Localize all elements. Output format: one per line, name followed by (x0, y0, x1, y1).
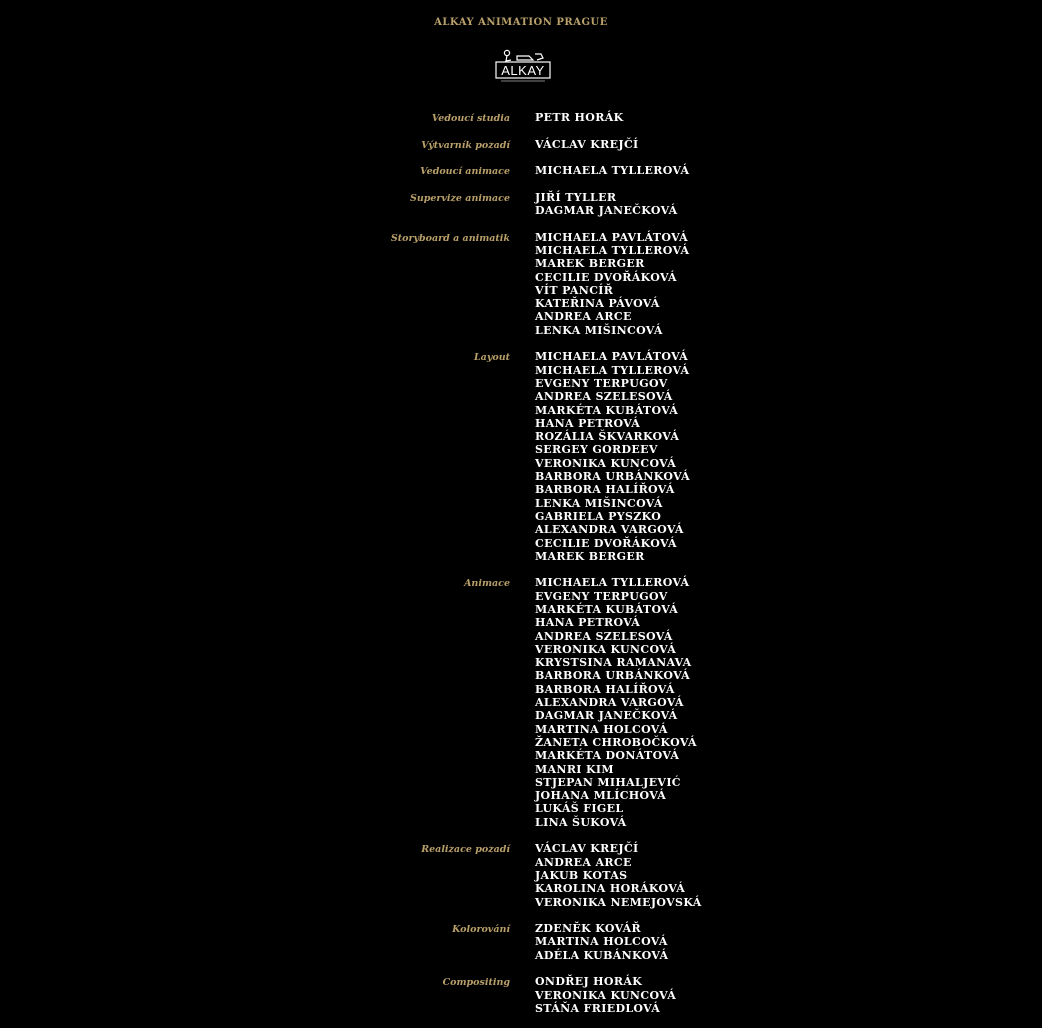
credit-section (0, 191, 1042, 218)
credit-name: LINA ŠUKOVÁ (535, 815, 627, 829)
credit-names (535, 842, 1042, 908)
credits-list (0, 111, 1042, 1028)
credit-name: VERONIKA NEMEJOVSKÁ (535, 895, 702, 909)
credit-role: Výtvarník pozadí (421, 139, 510, 151)
credit-role: Compositing (442, 977, 510, 989)
credit-name: EVGENY TERPUGOV (535, 376, 668, 390)
credit-name: CECILIE DVOŘÁKOVÁ (535, 270, 677, 284)
credit-section (0, 975, 1042, 1015)
credit-name: HANA PETROVÁ (535, 616, 641, 630)
credit-name: BARBORA HALÍŘOVÁ (535, 682, 675, 696)
credit-name: ROZÁLIA ŠKVARKOVÁ (535, 430, 680, 444)
credit-role: Storyboard a animatik (390, 232, 510, 244)
credit-role: Kolorování (452, 924, 510, 936)
credit-role: Layout (474, 352, 510, 364)
credit-section (0, 138, 1042, 151)
credit-names (535, 111, 1042, 124)
alkay-logo (495, 48, 551, 84)
credit-names (535, 350, 1042, 563)
credit-section (0, 922, 1042, 962)
credit-name: ALEXANDRA VARGOVÁ (535, 696, 684, 710)
credit-name: KRYSTSINA RAMANAVA (535, 656, 692, 670)
credit-name: JAKUB KOTAS (535, 868, 628, 882)
credit-name: KATEŘINA PÁVOVÁ (535, 297, 660, 311)
credit-role: Animace (464, 578, 510, 590)
credit-name: VERONIKA KUNCOVÁ (535, 456, 677, 470)
credit-name: BARBORA URBÁNKOVÁ (535, 470, 691, 484)
credit-name: BARBORA HALÍŘOVÁ (535, 483, 675, 497)
svg-text:ALKAY: ALKAY (501, 63, 545, 78)
credit-name: MANRI KIM (535, 762, 614, 776)
credit-role: Vedoucí animace (420, 166, 510, 178)
credit-name: ANDREA SZELESOVÁ (535, 390, 673, 404)
credit-name: MICHAELA TYLLEROVÁ (535, 363, 690, 377)
credit-name: ONDŘEJ HORÁK (535, 975, 643, 989)
credit-name: MICHAELA PAVLÁTOVÁ (535, 230, 688, 244)
credit-name: MICHAELA TYLLEROVÁ (535, 576, 690, 590)
credit-name: MICHAELA PAVLÁTOVÁ (535, 350, 688, 364)
credit-name: LUKÁŠ FIGEL (535, 802, 624, 816)
credit-name: VÁCLAV KREJČÍ (535, 137, 639, 151)
credit-names (535, 231, 1042, 337)
credit-name: EVGENY TERPUGOV (535, 589, 668, 603)
credit-name: ANDREA ARCE (535, 310, 632, 324)
credit-name: STJEPAN MIHALJEVIĆ (535, 775, 681, 789)
credit-name: MARKÉTA DONÁTOVÁ (535, 749, 680, 763)
credit-names (535, 576, 1042, 829)
credit-name: JOHANA MLÍCHOVÁ (535, 789, 667, 803)
credit-name: JIŘÍ TYLLER (535, 190, 617, 204)
studio-title: ALKAY ANIMATION PRAGUE (434, 17, 608, 28)
credit-name: VERONIKA KUNCOVÁ (535, 988, 677, 1002)
credit-name: MAREK BERGER (535, 549, 645, 563)
credit-section (0, 231, 1042, 337)
credit-name: BARBORA URBÁNKOVÁ (535, 669, 691, 683)
credit-name: MARKÉTA KUBÁTOVÁ (535, 602, 679, 616)
credit-name: DAGMAR JANEČKOVÁ (535, 204, 678, 218)
credit-name: ANDREA ARCE (535, 855, 632, 869)
credit-name: VÍT PANCÍŘ (535, 283, 614, 297)
credit-name: LENKA MIŠINCOVÁ (535, 323, 663, 337)
credit-name: STÁŇA FRIEDLOVÁ (535, 1001, 661, 1015)
credit-name: MICHAELA TYLLEROVÁ (535, 164, 690, 178)
credit-names (535, 191, 1042, 218)
credit-section (0, 111, 1042, 124)
credit-name: ŽANETA CHROBOČKOVÁ (535, 735, 697, 749)
credit-name: SERGEY GORDEEV (535, 443, 658, 457)
credit-name: DAGMAR JANEČKOVÁ (535, 709, 678, 723)
credit-name: ADÉLA KUBÁNKOVÁ (535, 948, 669, 962)
credit-name: MARKÉTA KUBÁTOVÁ (535, 403, 679, 417)
credit-names (535, 922, 1042, 962)
credit-name: ZDENĚK KOVÁŘ (535, 922, 641, 936)
credit-name: PETR HORÁK (535, 111, 624, 124)
credit-name: ALEXANDRA VARGOVÁ (535, 523, 684, 537)
credit-name: MAREK BERGER (535, 257, 645, 271)
credit-name: VÁCLAV KREJČÍ (535, 842, 639, 856)
credit-name: LENKA MIŠINCOVÁ (535, 496, 663, 510)
credit-section (0, 164, 1042, 177)
credit-names (535, 138, 1042, 151)
credit-section (0, 576, 1042, 829)
credit-role: Vedoucí studia (431, 113, 510, 124)
credit-name: ANDREA SZELESOVÁ (535, 629, 673, 643)
credit-name: VERONIKA KUNCOVÁ (535, 642, 677, 656)
credit-name: MARTINA HOLCOVÁ (535, 935, 668, 949)
credit-name: GABRIELA PYSZKO (535, 509, 662, 523)
credit-section (0, 842, 1042, 908)
credit-name: CECILIE DVOŘÁKOVÁ (535, 536, 677, 550)
credit-name: MARTINA HOLCOVÁ (535, 722, 668, 736)
credit-role: Supervize animace (409, 192, 510, 204)
credit-role: Realizace pozadí (421, 844, 510, 856)
credit-name: KAROLINA HORÁKOVÁ (535, 882, 686, 896)
credit-name: HANA PETROVÁ (535, 416, 641, 430)
credit-section (0, 350, 1042, 563)
credit-names (535, 164, 1042, 177)
credit-names (535, 975, 1042, 1015)
credit-name: MICHAELA TYLLEROVÁ (535, 243, 690, 257)
